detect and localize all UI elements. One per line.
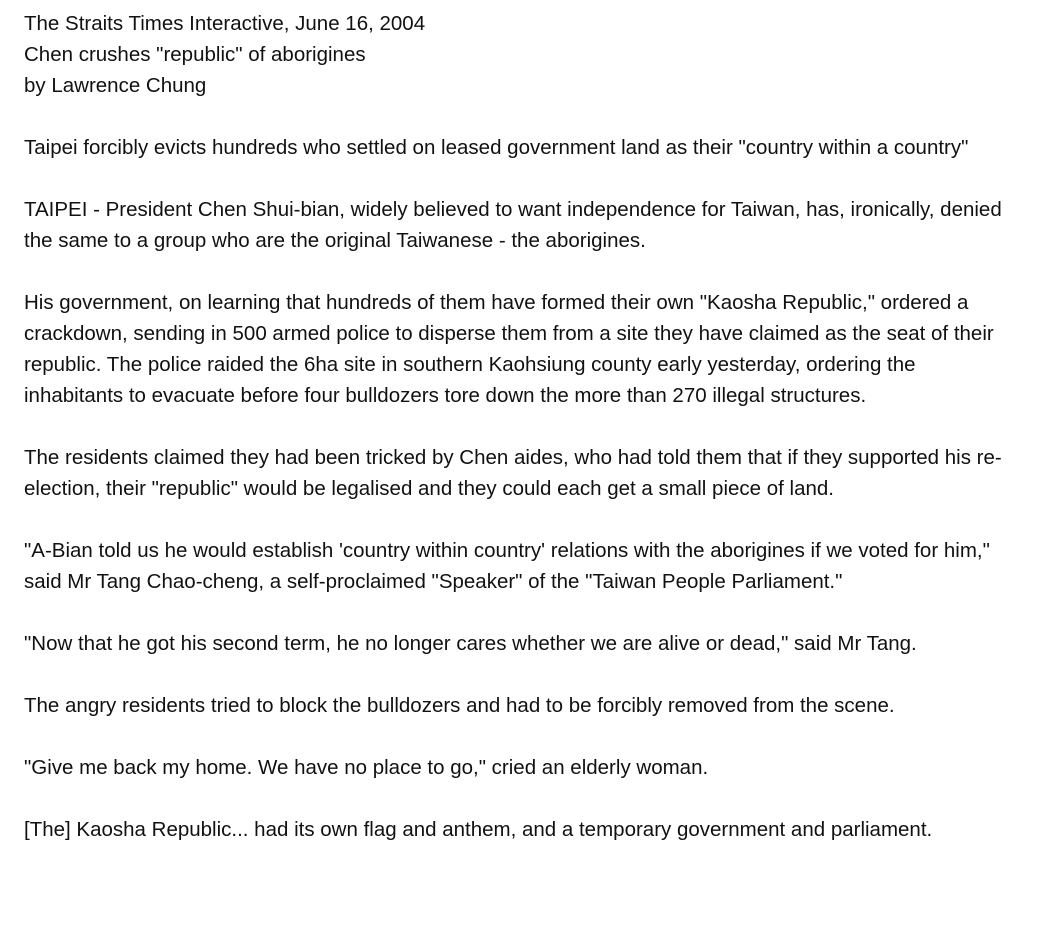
- article-subhead: Taipei forcibly evicts hundreds who settled on leased government land as their "country within a country": [24, 136, 969, 159]
- article-paragraph: [The] Kaosha Republic... had its own flag and anthem, and a temporary government and parliament.: [24, 818, 933, 841]
- article-paragraph: The angry residents tried to block the bulldozers and had to be forcibly removed from the scene.: [24, 694, 895, 717]
- article-paragraph: TAIPEI - President Chen Shui-bian, widely believed to want independence for Taiwan, has, ironically, denied the same to a group who are the original Taiwanese - the aborigines.: [24, 198, 1002, 252]
- article-paragraph: "Now that he got his second term, he no longer cares whether we are alive or dead," said Mr Tang.: [24, 632, 917, 655]
- headline: Chen crushes "republic" of aborigines: [24, 43, 366, 66]
- article-paragraph: "Give me back my home. We have no place to go," cried an elderly woman.: [24, 756, 709, 779]
- article-paragraph: "A-Bian told us he would establish 'country within country' relations with the aborigines if we voted for him," said Mr Tang Chao-cheng, a self-proclaimed "Speaker" of the "Taiwan People Parliament.": [24, 539, 990, 593]
- source-line: The Straits Times Interactive, June 16, 2004: [24, 12, 426, 35]
- article-paragraph: His government, on learning that hundreds of them have formed their own "Kaosha Republic," ordered a crackdown, sending in 500 armed police to disperse them from a site they have claimed as the seat of their republic. The police raided the 6ha site in southern Kaohsiung county early yesterday, ordering the inhabitants to evacuate before four bulldozers tore down the more than 270 illegal structures.: [24, 291, 994, 407]
- byline: by Lawrence Chung: [24, 74, 207, 97]
- article-paragraph: The residents claimed they had been tricked by Chen aides, who had told them that if they supported his re-election, their "republic" would be legalised and they could each get a small piece of land.: [24, 446, 1002, 500]
